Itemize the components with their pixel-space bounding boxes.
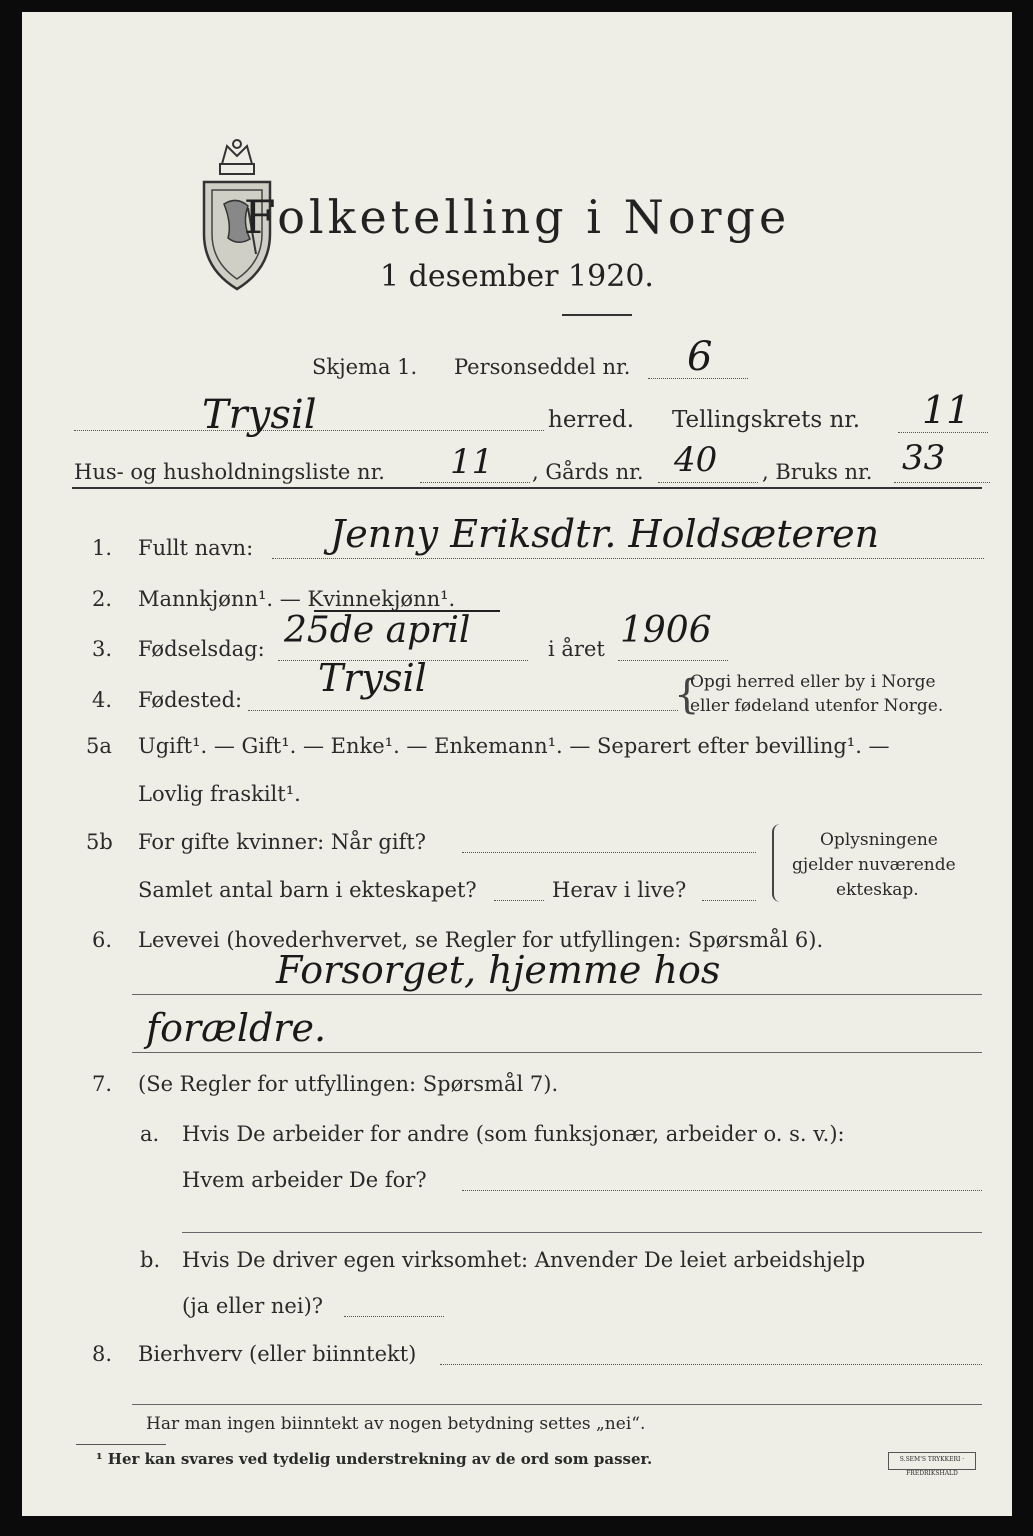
q7-number: 7. <box>92 1072 113 1096</box>
q7a-employer-label: Hvem arbeider De for? <box>182 1168 427 1192</box>
employer-field[interactable] <box>462 1190 982 1191</box>
herred-label: herred. <box>548 407 635 433</box>
q2-number: 2. <box>92 587 113 611</box>
year-label: i året <box>548 637 605 661</box>
bruks-value[interactable]: 33 <box>902 438 946 478</box>
q4-label: Fødested: <box>138 688 243 712</box>
form-date: 1 desember 1920. <box>380 259 654 294</box>
q6-label: Levevei (hovederhvervet, se Regler for utfyllingen: Spørsmål 6). <box>138 928 824 952</box>
personseddel-label: Personseddel nr. <box>454 355 631 379</box>
occupation-value-1[interactable]: Forsorget, hjemme hos <box>276 948 721 992</box>
q1-label: Fullt navn: <box>138 536 254 560</box>
q3-label: Fødselsdag: <box>138 637 265 661</box>
bruks-label: , Bruks nr. <box>762 460 873 484</box>
gender-options[interactable]: Mannkjønn¹. — Kvinnekjønn¹. <box>138 587 456 611</box>
q7a-number: a. <box>140 1122 160 1146</box>
q8-label: Bierhverv (eller biinntekt) <box>138 1342 417 1366</box>
q8-note: Har man ingen biinntekt av nogen betydning settes „nei“. <box>146 1414 646 1434</box>
q3-number: 3. <box>92 637 113 661</box>
birthyear-value[interactable]: 1906 <box>620 610 712 651</box>
q7-label: (Se Regler for utfyllingen: Spørsmål 7). <box>138 1072 559 1096</box>
q4-note: Opgi herred eller by i Norge <box>690 672 936 692</box>
full-name-value[interactable]: Jenny Eriksdtr. Holdsæteren <box>330 512 880 556</box>
birthplace-value[interactable]: Trysil <box>318 656 427 700</box>
hus-value[interactable]: 11 <box>450 442 494 482</box>
hus-label: Hus- og husholdningsliste nr. <box>74 460 385 484</box>
q5b-note: ekteskap. <box>836 880 919 900</box>
form-title: Folketelling i Norge <box>243 190 791 244</box>
q4-note: eller fødeland utenfor Norge. <box>690 696 944 716</box>
q7a-label: Hvis De arbeider for andre (som funksjonær, arbeider o. s. v.): <box>182 1122 845 1146</box>
q5b-number: 5b <box>86 830 113 854</box>
q1-number: 1. <box>92 536 113 560</box>
herred-value[interactable]: Trysil <box>202 392 317 438</box>
marital-options-2[interactable]: Lovlig fraskilt¹. <box>138 782 301 806</box>
gards-label: , Gårds nr. <box>532 460 644 484</box>
census-form: Folketelling i Norge 1 desember 1920. Skjema 1. Personseddel nr. 6 Trysil herred. Tellingskrets nr. 11 Hus- og husholdningsliste nr. 11 , Gårds nr. 40 , Bruks nr. 33 1. Fullt navn: Jenny Eriksdtr. Holdsæteren 2. Mannkjønn¹. — Kvinnekjønn¹. 3. Fødselsdag: 25de april i året 1906 4. Fødested: Trysil { Opgi herred eller by i Norge eller fødeland utenfor Norge. 5a Ugift¹. — Gift¹. — Enke¹. — Enkemann¹. — Separert efter bevilling¹. — Lovlig fraskilt¹. 5b For gifte kvinner: Når gift? Samlet antal barn i ekteskapet? Herav i live? Oplysningene gjelder nuværende ekteskap. 6. Levevei (hovederhvervet, se Regler for utfyllingen: Spørsmål 6). Forsorget, hjemme hos forældre. 7. (Se Regler for utfyllingen: Spørsmål 7). a. Hvis De arbeider for andre (som funksjonær, arbeider o. s. v.): Hvem arbeider De for? b. Hvis De driver egen virksomhet: Anvender De leiet arbeidshjelp (ja eller nei)? 8. Bierhverv (eller biinntekt) Har man ingen biinntekt av nogen betydning settes „nei“. ¹ Her kan svares ved tydelig understrekning av de ord som passer. S.SEM'S TRYKKERI · FREDRIKSHALD <box>22 12 1012 1516</box>
q5b-children-label: Samlet antal barn i ekteskapet? <box>138 878 477 902</box>
side-income-field[interactable] <box>440 1364 982 1365</box>
footnote: ¹ Her kan svares ved tydelig understrekning av de ord som passer. <box>96 1450 653 1468</box>
q5b-note: gjelder nuværende <box>792 855 956 875</box>
hired-help-field[interactable] <box>344 1316 444 1317</box>
q5b-note: Oplysningene <box>820 830 938 850</box>
divider <box>562 314 632 316</box>
tellingskrets-label: Tellingskrets nr. <box>672 407 861 433</box>
q4-number: 4. <box>92 688 113 712</box>
q5b-alive-label: Herav i live? <box>552 878 687 902</box>
printer-stamp: S.SEM'S TRYKKERI · FREDRIKSHALD <box>888 1452 976 1470</box>
marital-options[interactable]: Ugift¹. — Gift¹. — Enke¹. — Enkemann¹. — Separert efter bevilling¹. — <box>138 734 890 758</box>
personseddel-value[interactable]: 6 <box>687 334 713 380</box>
q5b-label: For gifte kvinner: Når gift? <box>138 830 427 854</box>
q6-number: 6. <box>92 928 113 952</box>
divider <box>72 487 982 489</box>
skjema-label: Skjema 1. <box>312 355 418 379</box>
q7b-number: b. <box>140 1248 161 1272</box>
q5a-number: 5a <box>86 734 112 758</box>
tellingskrets-value[interactable]: 11 <box>922 388 971 432</box>
q7b-label: Hvis De driver egen virksomhet: Anvender De leiet arbeidshjelp <box>182 1248 866 1272</box>
gards-value[interactable]: 40 <box>674 440 718 480</box>
q8-number: 8. <box>92 1342 113 1366</box>
q7b-help-label: (ja eller nei)? <box>182 1294 324 1318</box>
birthdate-value[interactable]: 25de april <box>284 610 471 651</box>
occupation-value-2[interactable]: forældre. <box>146 1006 327 1050</box>
